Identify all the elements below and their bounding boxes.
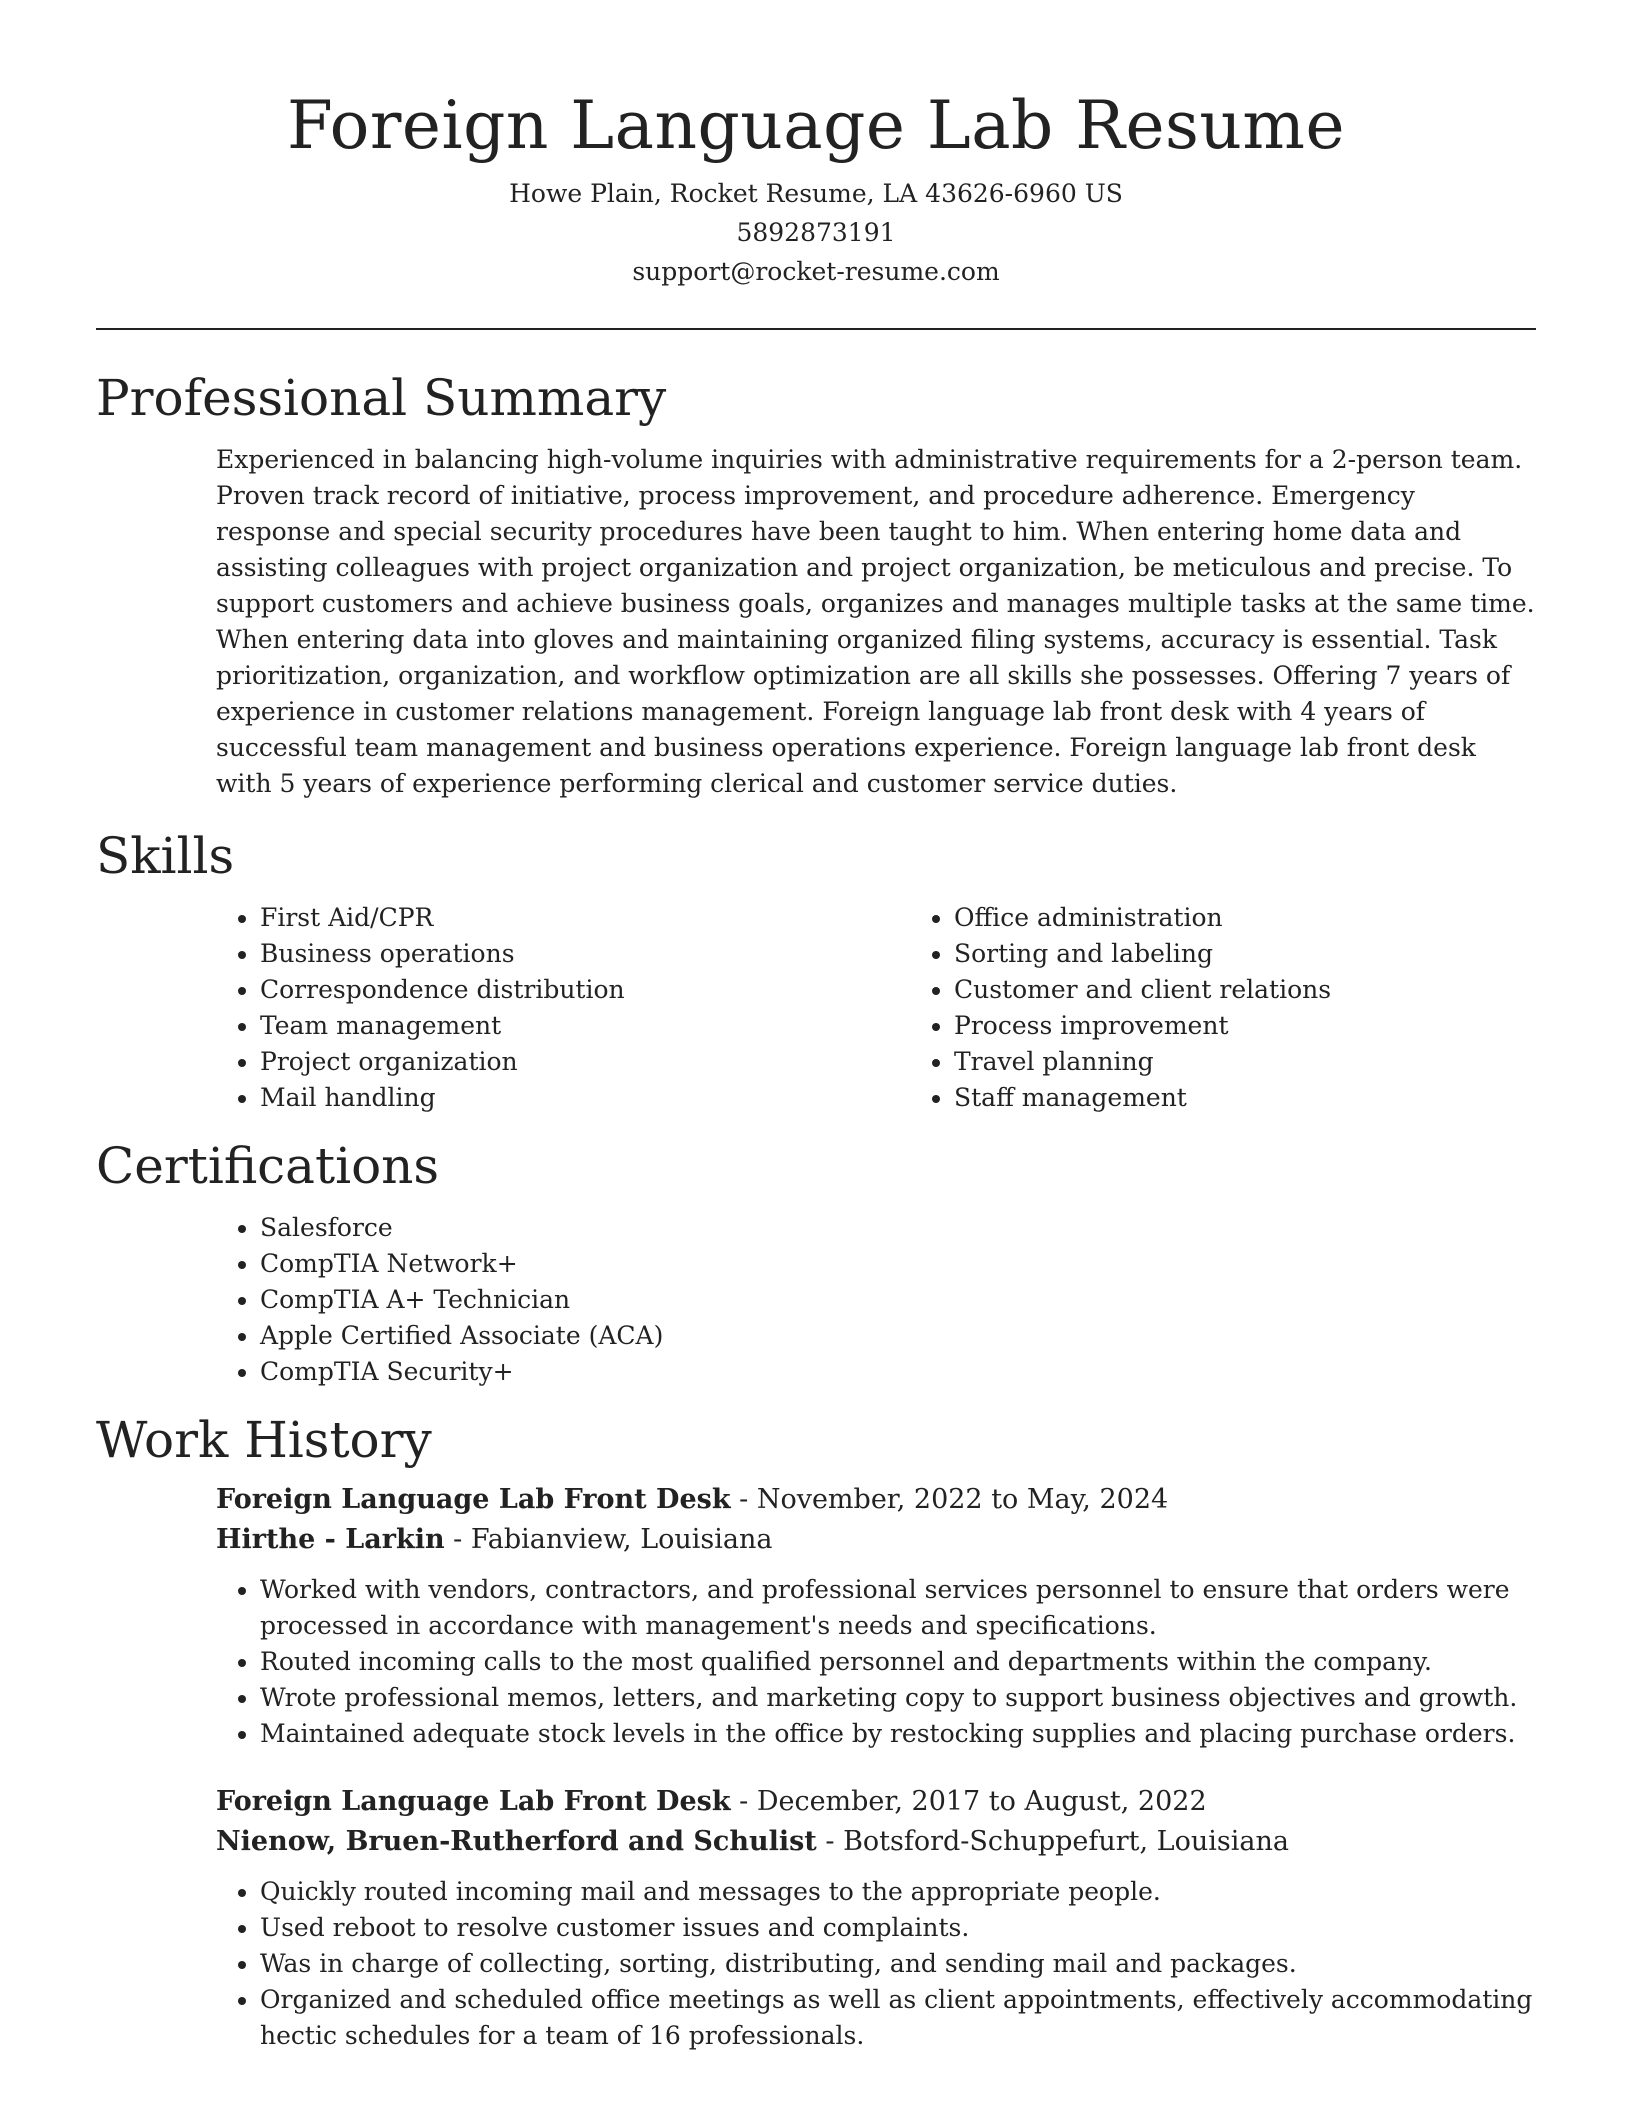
skills-list-right: [910, 900, 1604, 1116]
skills-section: [96, 826, 1536, 1116]
job-duty: • Worked with vendors, contractors, and professional services personnel to ensure that orders were processed in accordance with management's needs and specifications.: [260, 1572, 1536, 1644]
job-company: Nienow, Bruen-Rutherford and Schulist: [216, 1826, 817, 1857]
job-title: Foreign Language Lab Front Desk: [216, 1484, 731, 1515]
certifications-body: [216, 1210, 1536, 1390]
contact-phone: 5892873191: [736, 218, 896, 247]
job-entry: [216, 1782, 1536, 2054]
summary-heading: Professional Summary: [96, 369, 667, 427]
work-history-body: [216, 1480, 1536, 2054]
certifications-list: [216, 1210, 1536, 1390]
job-location: - Botsford-Schuppefurt, Louisiana: [816, 1826, 1289, 1857]
job-title: Foreign Language Lab Front Desk: [216, 1786, 731, 1817]
skill-item: • Project organization: [260, 1044, 910, 1080]
summary-body: [216, 442, 1536, 802]
job-location: - Fabianview, Louisiana: [444, 1524, 773, 1555]
skill-item: • Office administration: [954, 900, 1604, 936]
job-dates: - November, 2022 to May, 2024: [730, 1484, 1169, 1515]
skill-item: • Travel planning: [954, 1044, 1604, 1080]
certification-item: • CompTIA Security+: [260, 1354, 1536, 1390]
contact-email: support@rocket-resume.com: [632, 257, 1000, 286]
resume-title: Foreign Language Lab Resume: [286, 87, 1346, 164]
certification-item: • Salesforce: [260, 1210, 1536, 1246]
resume-page: [96, 0, 1536, 2054]
job-duty: • Quickly routed incoming mail and messages to the appropriate people.: [260, 1874, 1536, 1910]
job-duties-list: [216, 1572, 1536, 1752]
skill-item: • Correspondence distribution: [260, 972, 910, 1008]
job-duty: • Wrote professional memos, letters, and marketing copy to support business objectives and growth.: [260, 1680, 1536, 1716]
contact-address: Howe Plain, Rocket Resume, LA 43626-6960 US: [509, 179, 1123, 208]
job-company-line: [216, 1822, 1536, 1862]
job-title-line: [216, 1782, 1536, 1822]
work-history-heading: Work History: [96, 1411, 432, 1469]
header-divider: [96, 328, 1536, 330]
resume-header: [96, 0, 1536, 291]
skill-item: • Team management: [260, 1008, 910, 1044]
skills-heading: Skills: [96, 827, 235, 885]
certification-item: • Apple Certified Associate (ACA): [260, 1318, 1536, 1354]
job-duty: • Maintained adequate stock levels in the office by restocking supplies and placing purchase orders.: [260, 1716, 1536, 1752]
skill-item: • Business operations: [260, 936, 910, 972]
skill-item: • Process improvement: [954, 1008, 1604, 1044]
work-history-section: [96, 1410, 1536, 2054]
job-duty: • Was in charge of collecting, sorting, distributing, and sending mail and packages.: [260, 1946, 1536, 1982]
skill-item: • Customer and client relations: [954, 972, 1604, 1008]
job-dates: - December, 2017 to August, 2022: [730, 1786, 1207, 1817]
skill-item: • Mail handling: [260, 1080, 910, 1116]
skills-columns: [216, 900, 1536, 1116]
job-duty: • Organized and scheduled office meetings as well as client appointments, effectively accommodating hectic schedules for a team of 16 professionals.: [260, 1982, 1536, 2054]
summary-text: Experienced in balancing high-volume inquiries with administrative requirements for a 2-person team. Proven track record of initiative, process improvement, and procedure adherence. Emergency response and special security procedures have been taught to him. When entering home data and assisting colleagues with project organization and project organization, be meticulous and precise. To support customers and achieve business goals, organizes and manages multiple tasks at the same time. When entering data into gloves and maintaining organized filing systems, accuracy is essential. Task prioritization, organization, and workflow optimization are all skills she possesses. Offering 7 years of experience in customer relations management. Foreign language lab front desk with 4 years of successful team management and business operations experience. Foreign language lab front desk with 5 years of experience performing clerical and customer service duties.: [216, 445, 1535, 798]
job-duty: • Routed incoming calls to the most qualified personnel and departments within the company.: [260, 1644, 1536, 1680]
summary-section: [96, 368, 1536, 802]
job-company-line: [216, 1520, 1536, 1560]
job-duty: • Used reboot to resolve customer issues and complaints.: [260, 1910, 1536, 1946]
certifications-heading: Certifications: [96, 1137, 440, 1195]
certification-item: • CompTIA A+ Technician: [260, 1282, 1536, 1318]
skill-item: • First Aid/CPR: [260, 900, 910, 936]
certification-item: • CompTIA Network+: [260, 1246, 1536, 1282]
job-duties-list: [216, 1874, 1536, 2054]
job-title-line: [216, 1480, 1536, 1520]
skills-list-left: [216, 900, 910, 1116]
job-entry: [216, 1480, 1536, 1752]
job-company: Hirthe - Larkin: [216, 1524, 445, 1555]
certifications-section: [96, 1136, 1536, 1390]
skill-item: • Staff management: [954, 1080, 1604, 1116]
skill-item: • Sorting and labeling: [954, 936, 1604, 972]
